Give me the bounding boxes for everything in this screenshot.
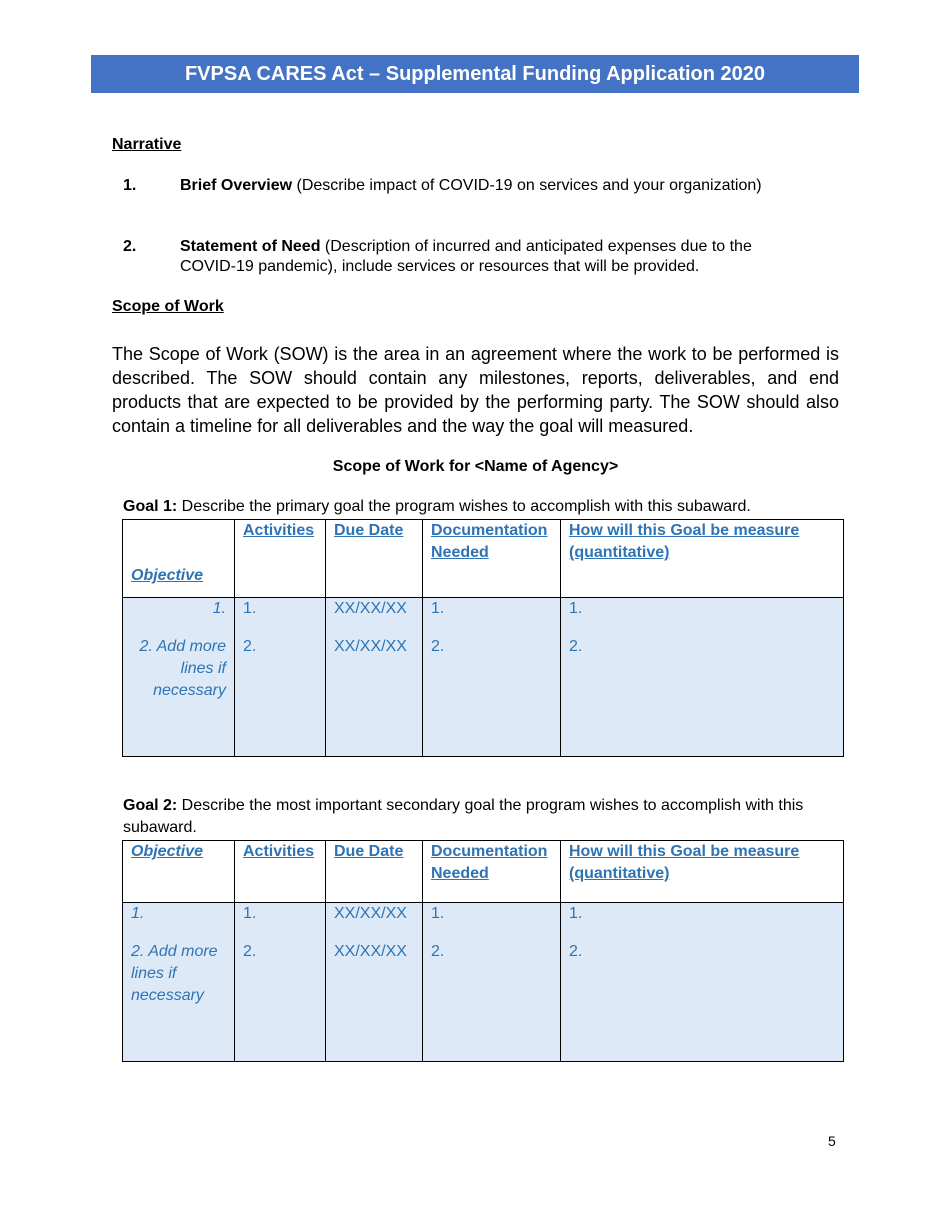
due-date-line-1: XX/XX/XX <box>334 600 407 617</box>
table-header-row <box>123 520 844 598</box>
header-measure: How will this Goal be measure (quantitative) <box>561 841 844 903</box>
objective-line-2: 2. Add more lines if necessary <box>139 638 226 699</box>
measure-line-1: 1. <box>569 905 583 922</box>
due-date-line-1: XX/XX/XX <box>334 905 407 922</box>
header-documentation: Documentation Needed <box>423 520 561 598</box>
item-bold-label: Statement of Need <box>180 238 321 255</box>
goal-2-table <box>122 840 844 1062</box>
due-date-line-2: XX/XX/XX <box>334 638 407 655</box>
narrative-item-1 <box>123 176 843 196</box>
cell-documentation <box>423 903 561 1062</box>
page-number: 5 <box>828 1133 836 1149</box>
table-header-row <box>123 841 844 903</box>
goal-label: Goal 1: <box>123 498 178 515</box>
narrative-heading: Narrative <box>112 136 182 153</box>
goal-1-table <box>122 519 844 757</box>
goal-1-description <box>123 496 843 518</box>
header-objective: Objective <box>123 520 235 598</box>
cell-measure <box>561 903 844 1062</box>
header-measure: How will this Goal be measure (quantitative) <box>561 520 844 598</box>
table-row <box>123 598 844 757</box>
item-number: 1. <box>123 177 137 194</box>
goal-label: Goal 2: <box>123 797 178 814</box>
objective-line-1: 1. <box>131 905 145 922</box>
document-banner <box>91 55 859 93</box>
activities-line-2: 2. <box>243 638 257 655</box>
measure-line-2: 2. <box>569 943 583 960</box>
documentation-line-1: 1. <box>431 905 445 922</box>
documentation-line-2: 2. <box>431 943 445 960</box>
cell-documentation <box>423 598 561 757</box>
banner-title: FVPSA CARES Act – Supplemental Funding Application 2020 <box>184 62 766 85</box>
goal-text: Describe the most important secondary goal the program wishes to accomplish with this subaward. <box>123 797 804 836</box>
header-activities: Activities <box>235 520 326 598</box>
narrative-item-2 <box>123 237 843 277</box>
objective-line-1: 1. <box>212 600 226 617</box>
item-text: (Description of incurred and anticipated expenses due to the COVID-19 pandemic), include services or resources that will be provided. <box>180 238 752 275</box>
documentation-line-1: 1. <box>431 600 445 617</box>
item-number: 2. <box>123 238 137 255</box>
measure-line-1: 1. <box>569 600 583 617</box>
header-due-date: Due Date <box>326 520 423 598</box>
header-objective: Objective <box>123 841 235 903</box>
cell-objective <box>123 598 235 757</box>
cell-activities <box>235 598 326 757</box>
objective-line-2: 2. Add more lines if necessary <box>131 943 218 1004</box>
item-text: (Describe impact of COVID-19 on services and your organization) <box>292 177 762 194</box>
goal-2-description <box>123 795 823 839</box>
scope-paragraph: The Scope of Work (SOW) is the area in an agreement where the work to be performed is described. The SOW should contain any milestones, reports, deliverables, and end products that are expected to be provided by the performing party. The SOW should also contain a timeline for all deliverables and the way the goal will measured. <box>112 344 839 436</box>
header-due-date: Due Date <box>326 841 423 903</box>
cell-activities <box>235 903 326 1062</box>
table-row <box>123 903 844 1062</box>
scope-heading: Scope of Work <box>112 298 224 315</box>
header-documentation: Documentation Needed <box>423 841 561 903</box>
cell-due-date <box>326 598 423 757</box>
activities-line-1: 1. <box>243 600 257 617</box>
measure-line-2: 2. <box>569 638 583 655</box>
documentation-line-2: 2. <box>431 638 445 655</box>
activities-line-2: 2. <box>243 943 257 960</box>
cell-measure <box>561 598 844 757</box>
item-bold-label: Brief Overview <box>180 177 293 194</box>
scope-title: Scope of Work for <Name of Agency> <box>332 458 619 475</box>
cell-objective <box>123 903 235 1062</box>
due-date-line-2: XX/XX/XX <box>334 943 407 960</box>
cell-due-date <box>326 903 423 1062</box>
activities-line-1: 1. <box>243 905 257 922</box>
goal-text: Describe the primary goal the program wishes to accomplish with this subaward. <box>177 498 751 515</box>
header-activities: Activities <box>235 841 326 903</box>
